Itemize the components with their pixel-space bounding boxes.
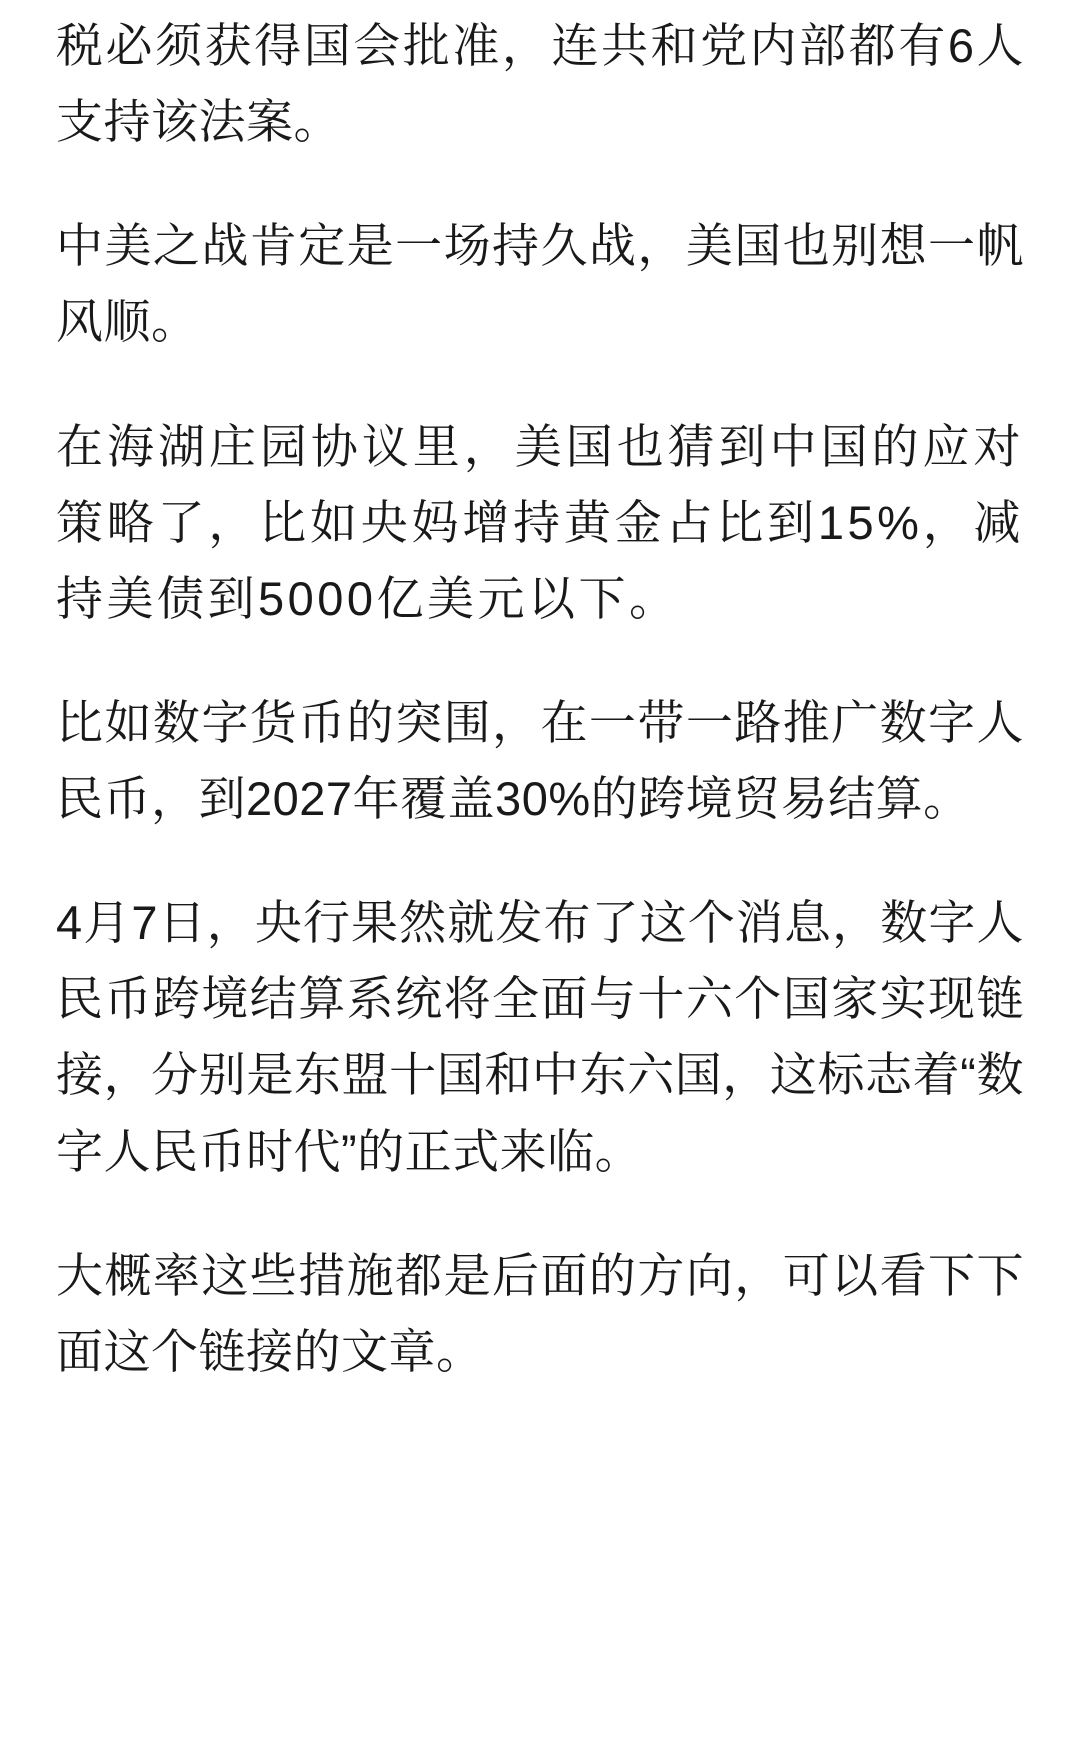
paragraph-3: 在海湖庄园协议里，美国也猜到中国的应对策略了，比如央妈增持黄金占比到15%，减持美债到5000亿美元以下。 — [56, 419, 1024, 625]
paragraph-6: 大概率这些措施都是后面的方向，可以看下下面这个链接的文章。 — [56, 1248, 1024, 1378]
paragraph-4: 比如数字货币的突围，在一带一路推广数字人民币，到2027年覆盖30%的跨境贸易结算。 — [56, 695, 1024, 825]
paragraph-2: 中美之战肯定是一场持久战，美国也别想一帆风顺。 — [56, 219, 1024, 349]
paragraph-5: 4月7日，央行果然就发布了这个消息，数字人民币跨境结算系统将全面与十六个国家实现链接，分别是东盟十国和中东六国，这标志着“数字人民币时代”的正式来临。 — [56, 896, 1024, 1178]
paragraph-1: 税必须获得国会批准，连共和党内部都有6人支持该法案。 — [56, 19, 1024, 149]
